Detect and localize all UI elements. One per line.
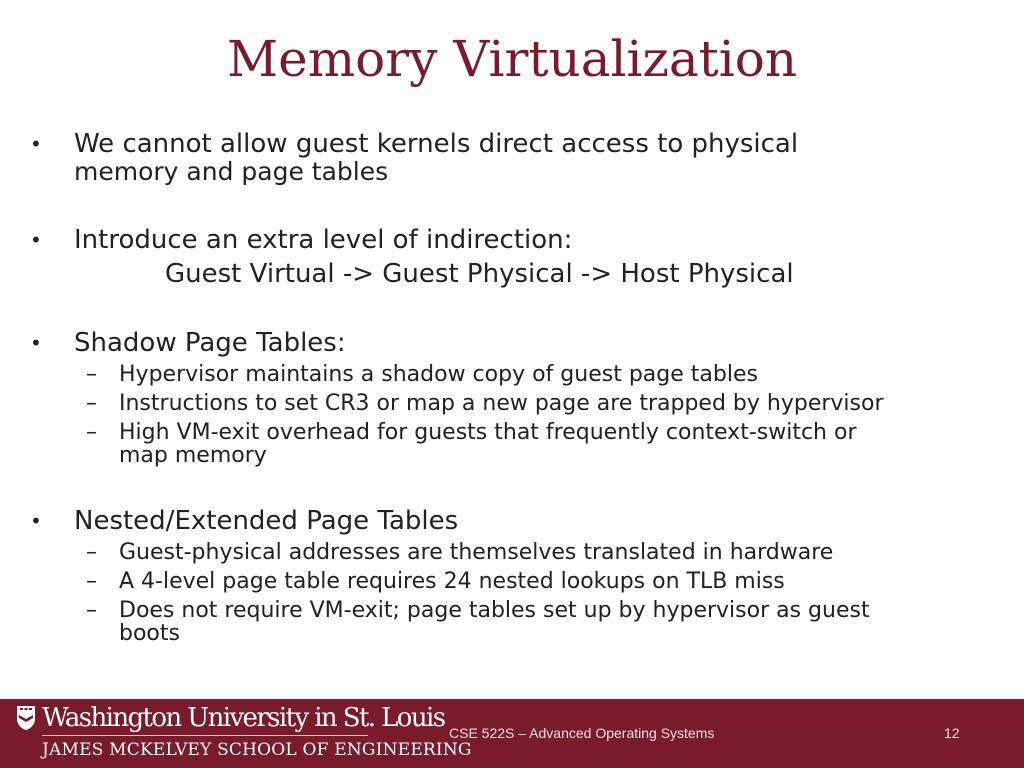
bullet-text: We cannot allow guest kernels direct access to physical: [74, 129, 799, 159]
bullet-item: [30, 227, 990, 257]
sub-bullet-text: A 4-level page table requires 24 nested lookups on TLB miss: [119, 569, 785, 594]
bullet-item: [30, 131, 990, 191]
page-number: 12: [944, 725, 960, 741]
course-title: CSE 522S – Advanced Operating Systems: [449, 725, 715, 741]
sub-bullet-text: High VM-exit overhead for guests that frequently context-switch or: [119, 420, 857, 445]
bullet-item: [30, 508, 990, 538]
bullet-marker: •: [30, 228, 42, 252]
sub-bullet-marker: –: [86, 598, 97, 623]
sub-bullet-text: Does not require VM-exit; page tables set up by hypervisor as guest: [119, 598, 870, 623]
bullet-text: Shadow Page Tables:: [74, 328, 346, 358]
indirection-chain: Guest Virtual -> Guest Physical -> Host Physical: [165, 259, 794, 289]
sub-bullet-text: Guest-physical addresses are themselves translated in hardware: [119, 540, 834, 565]
slide-footer: [0, 699, 1024, 768]
sub-bullet-marker: –: [86, 540, 97, 565]
bullet-text-continued: memory and page tables: [74, 157, 389, 186]
bullet-item: [30, 330, 990, 360]
university-name: Washington University in St. Louis: [42, 703, 445, 733]
sub-bullet-text-continued: boots: [119, 621, 180, 646]
sub-bullet-marker: –: [86, 391, 97, 416]
bullet-marker: •: [30, 132, 42, 156]
bullet-marker: •: [30, 331, 42, 355]
sub-bullet-text: Hypervisor maintains a shadow copy of guest page tables: [119, 362, 758, 387]
sub-bullet-marker: –: [86, 420, 97, 445]
bullet-marker: •: [30, 509, 42, 533]
sub-bullet-text-continued: map memory: [119, 443, 267, 468]
sub-bullet-item: [86, 541, 986, 567]
logo-divider: [42, 735, 368, 736]
sub-bullet-item: [86, 392, 986, 418]
sub-bullet-item: [86, 599, 986, 649]
shield-icon: [16, 705, 36, 731]
slide-title: Memory Virtualization: [226, 30, 798, 88]
sub-bullet-item: [86, 570, 986, 596]
sub-bullet-marker: –: [86, 362, 97, 387]
school-name: JAMES MCKELVEY SCHOOL OF ENGINEERING: [42, 740, 472, 760]
sub-bullet-text: Instructions to set CR3 or map a new page are trapped by hypervisor: [119, 391, 884, 416]
sub-bullet-item: [86, 421, 986, 471]
bullet-text: Introduce an extra level of indirection:: [74, 225, 573, 255]
bullet-text: Nested/Extended Page Tables: [74, 506, 459, 536]
sub-bullet-marker: –: [86, 569, 97, 594]
sub-bullet-item: [86, 363, 986, 389]
